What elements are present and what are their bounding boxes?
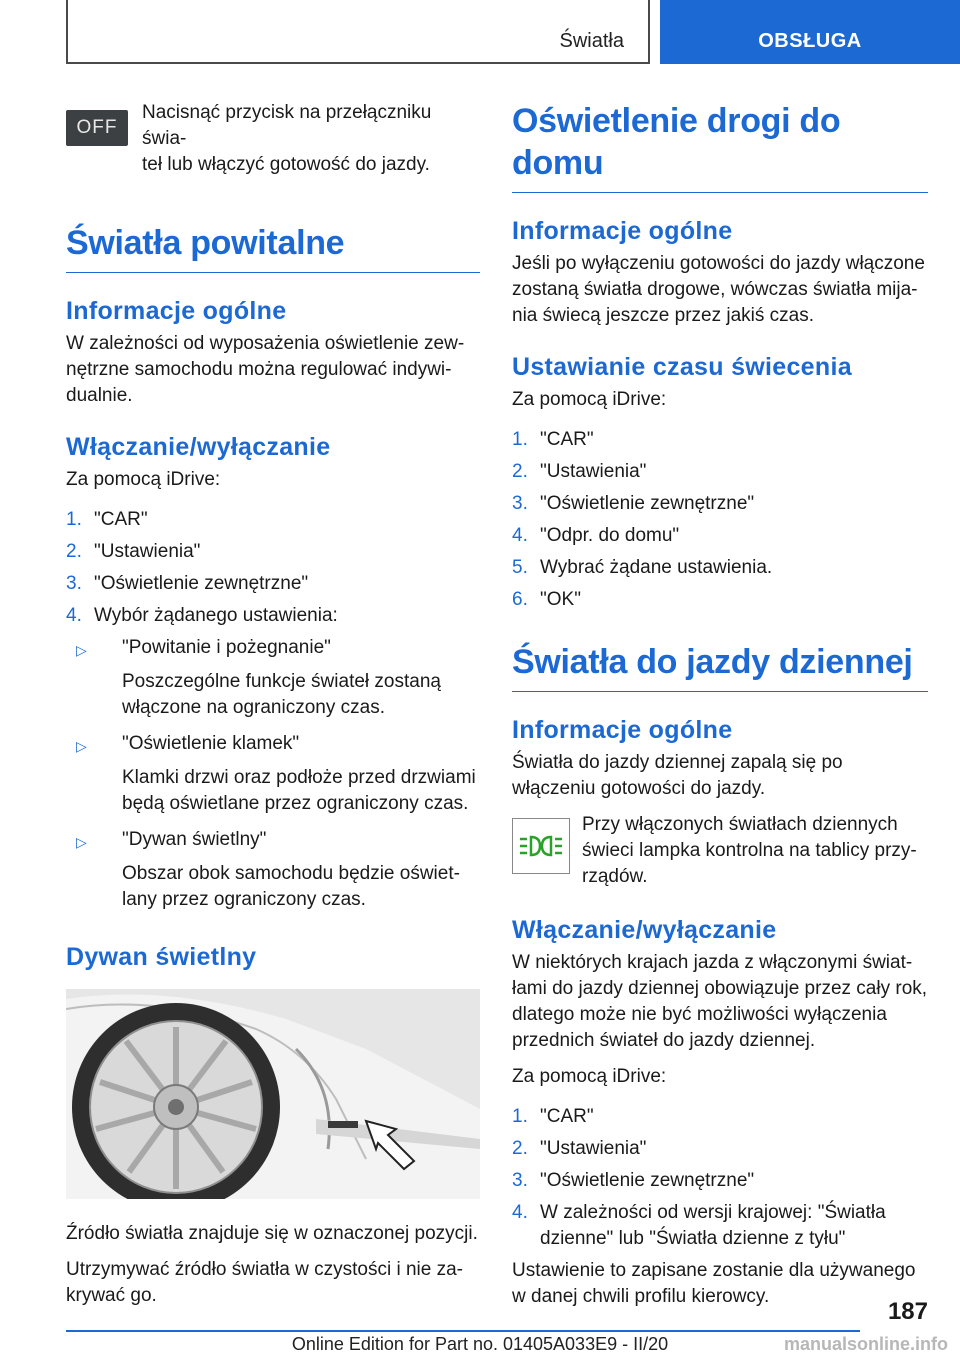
heading-general-info: Informacje ogólne <box>66 297 287 325</box>
section-title: Światła <box>559 30 624 52</box>
heading-daytime-running-lights: Światła do jazdy dziennej <box>512 641 928 692</box>
option-item: ▷ "Powitanie i pożegnanie" Poszczególne funkcje świateł zostaną włączone na ograniczony czas. <box>76 637 441 718</box>
right-column <box>512 100 928 1310</box>
footer-rule <box>66 1330 860 1332</box>
list-item: 1. "CAR" <box>66 509 148 530</box>
drl-onoff-text: W niektórych krajach jazda z włączonymi światłami do jazdy dziennej obowiązuje przez cały rok, dlatego może nie być możliwości wyłączenia przednich świateł do jazdy dziennej. <box>512 952 928 1051</box>
list-item: 4. Wybór żądanego ustawienia: ▷ "Powitanie i pożegnanie" Poszczególne funkcje świateł zostaną włączone na ograniczony czas. ▷ "Oświetlenie klamek" Klamki drzwi oraz podłoże przed drzwiami będą oświetlane przez ograniczony czas. ▷ "Dywan świetlny" Obszar obok samochodu będzie oświetlany przez ograniczony czas. <box>66 603 480 913</box>
list-item: 1. "CAR" <box>512 429 594 450</box>
heading-welcome-lights: Światła powitalne <box>66 222 480 273</box>
edition-text: Online Edition for Part no. 01405A033E9 - II/20 <box>291 1334 669 1354</box>
list-item: 6. "OK" <box>512 589 581 610</box>
heading-light-carpet: Dywan świetlny <box>66 943 257 971</box>
list-item: 2. "Ustawienia" <box>512 461 647 482</box>
carpet-clean-text: Utrzymywać źródło światła w czystości i nie zakrywać go. <box>66 1259 463 1306</box>
chapter-tab: OBSŁUGA <box>660 0 960 64</box>
list-item: 5. Wybrać żądane ustawienia. <box>512 557 773 578</box>
triangle-bullet-icon: ▷ <box>76 642 87 658</box>
triangle-bullet-icon: ▷ <box>76 834 87 850</box>
heading-on-off: Włączanie/wyłączanie <box>66 433 331 461</box>
option-item: ▷ "Oświetlenie klamek" Klamki drzwi oraz podłoże przed drzwiami będą oświetlane przez ograniczony czas. <box>76 733 476 814</box>
drl-info-text: Światła do jazdy dziennej zapalą się po włączeniu gotowości do jazdy. <box>512 752 843 799</box>
idrive-intro-2: Za pomocą iDrive: <box>512 389 667 410</box>
profile-note: Ustawienie to zapisane zostanie dla używanego w danej chwili profilu kierowcy. <box>512 1260 916 1307</box>
heading-on-off-2: Włączanie/wyłączanie <box>512 916 777 944</box>
left-column <box>66 100 480 1309</box>
off-text-line-2: teł lub włączyć gotowość do jazdy. <box>142 154 430 175</box>
off-text-line-1: Nacisnąć przycisk na przełączniku świa- <box>142 102 432 149</box>
list-item: 4. "Odpr. do domu" <box>512 525 680 546</box>
list-item: 1. "CAR" <box>512 1106 594 1127</box>
car-wheel-illustration <box>66 989 480 1199</box>
idrive-intro: Za pomocą iDrive: <box>66 469 221 490</box>
daytime-light-indicator-icon <box>512 818 570 874</box>
page-number: 187 <box>887 1298 928 1325</box>
general-info-text: W zależności od wyposażenia oświetlenie zewnętrzne samochodu można regulować indywidualnie. <box>66 333 465 406</box>
option-item: ▷ "Dywan świetlny" Obszar obok samochodu będzie oświetlany przez ograniczony czas. <box>76 829 460 910</box>
steps-list-2 <box>512 427 928 613</box>
options-list <box>66 635 480 913</box>
list-item: 4. W zależności od wersji krajowej: "Światła dzienne" lub "Światła dzienne z tyłu" <box>512 1202 886 1249</box>
off-button-icon: OFF <box>66 110 128 146</box>
home-lighting-text: Jeśli po wyłączeniu gotowości do jazdy włączone zostaną światła drogowe, wówczas światła mijania świecą jeszcze przez jakiś czas. <box>512 253 925 326</box>
triangle-bullet-icon: ▷ <box>76 738 87 754</box>
heading-general-info-3: Informacje ogólne <box>512 716 733 744</box>
heading-general-info-2: Informacje ogólne <box>512 217 733 245</box>
carpet-location-text: Źródło światła znajduje się w oznaczonej pozycji. <box>66 1223 478 1244</box>
drl-indicator-text: Przy włączonych światłach dziennych świeci lampka kontrolna na tablicy przyrządów. <box>582 814 917 887</box>
heading-set-duration: Ustawianie czasu świecenia <box>512 353 852 381</box>
list-item: 2. "Ustawienia" <box>66 541 201 562</box>
list-item: 3. "Oświetlenie zewnętrzne" <box>512 1170 755 1191</box>
footer <box>0 1334 960 1355</box>
steps-list <box>66 507 480 913</box>
list-item: 3. "Oświetlenie zewnętrzne" <box>66 573 309 594</box>
idrive-intro-3: Za pomocą iDrive: <box>512 1066 667 1087</box>
steps-list-3 <box>512 1104 928 1252</box>
list-item: 3. "Oświetlenie zewnętrzne" <box>512 493 755 514</box>
heading-home-lighting: Oświetlenie drogi do domu <box>512 100 928 193</box>
list-item: 2. "Ustawienia" <box>512 1138 647 1159</box>
drl-indicator-note <box>512 812 928 890</box>
off-instruction <box>66 100 480 178</box>
brand-watermark: manualsonline.info <box>783 1334 948 1354</box>
